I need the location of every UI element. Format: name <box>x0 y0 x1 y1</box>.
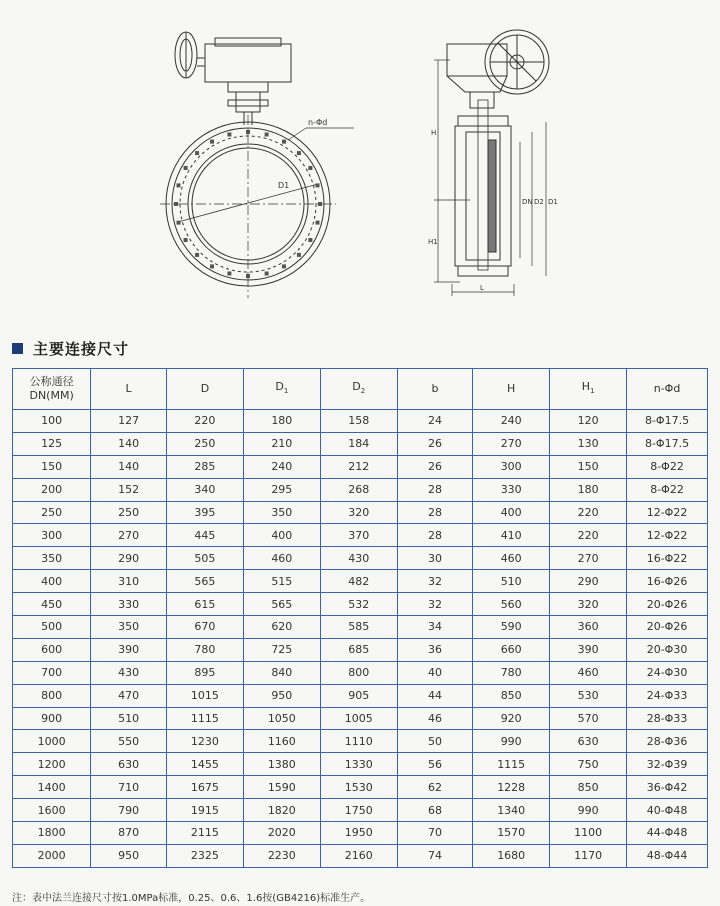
table-cell: 36-Φ42 <box>627 776 708 799</box>
table-cell: 44 <box>397 684 473 707</box>
table-cell: 1110 <box>320 730 397 753</box>
table-cell: 220 <box>550 501 627 524</box>
table-cell: 32 <box>397 593 473 616</box>
table-row <box>13 410 708 433</box>
table-cell: 1600 <box>13 799 91 822</box>
table-cell: 482 <box>320 570 397 593</box>
table-cell: 505 <box>166 547 243 570</box>
table-cell: 585 <box>320 616 397 639</box>
table-cell: 40-Φ48 <box>627 799 708 822</box>
table-cell: 150 <box>550 455 627 478</box>
table-cell: 340 <box>166 478 243 501</box>
bolt-hole <box>195 253 199 257</box>
table-cell: 12-Φ22 <box>627 501 708 524</box>
table-cell: 2325 <box>166 844 243 867</box>
table-cell: 240 <box>473 410 550 433</box>
table-row <box>13 844 708 867</box>
footnote: 注：表中法兰连接尺寸按1.0MPa标准，0.25、0.6、1.6按(GB4216)标准生产。 <box>12 893 371 904</box>
table-cell: 240 <box>243 455 320 478</box>
table-cell: 410 <box>473 524 550 547</box>
bolt-hole <box>184 166 188 170</box>
table-cell: 390 <box>91 638 167 661</box>
table-row <box>13 547 708 570</box>
valve-technical-drawing <box>0 0 720 320</box>
header-h1-text: H <box>581 379 590 393</box>
table-cell: 330 <box>91 593 167 616</box>
header-dn-main: 公称通径 <box>29 375 74 388</box>
table-cell: 1015 <box>166 684 243 707</box>
table-cell: 1400 <box>13 776 91 799</box>
table-cell: 470 <box>91 684 167 707</box>
table-cell: 28 <box>397 501 473 524</box>
table-cell: 1820 <box>243 799 320 822</box>
header-d1-sub: 1 <box>283 387 289 396</box>
table-cell: 8-Φ22 <box>627 455 708 478</box>
table-cell: 100 <box>13 410 91 433</box>
header-d-text: D <box>200 382 210 395</box>
header-d <box>166 369 243 410</box>
table-cell: 120 <box>550 410 627 433</box>
header-nd-text: n-Φd <box>653 382 681 395</box>
table-cell: 140 <box>91 432 167 455</box>
table-cell: 700 <box>13 661 91 684</box>
table-row <box>13 730 708 753</box>
table-cell: 460 <box>243 547 320 570</box>
table-cell: 250 <box>91 501 167 524</box>
table-cell: 500 <box>13 616 91 639</box>
bolt-hole <box>265 272 269 276</box>
table-cell: 285 <box>166 455 243 478</box>
bolt-hole <box>316 221 320 225</box>
dn-label: DN <box>522 198 533 206</box>
table-cell: 290 <box>91 547 167 570</box>
bolt-hole <box>227 133 231 137</box>
header-dn-sub: DN(MM) <box>29 389 74 402</box>
table-cell: 1200 <box>13 753 91 776</box>
table-cell: 710 <box>91 776 167 799</box>
table-cell: 28-Φ36 <box>627 730 708 753</box>
table-cell: 1005 <box>320 707 397 730</box>
table-cell: 2230 <box>243 844 320 867</box>
bolt-hole <box>184 238 188 242</box>
table-cell: 74 <box>397 844 473 867</box>
table-cell: 1915 <box>166 799 243 822</box>
table-cell: 2000 <box>13 844 91 867</box>
table-cell: 450 <box>13 593 91 616</box>
table-cell: 36 <box>397 638 473 661</box>
table-cell: 1680 <box>473 844 550 867</box>
table-cell: 16-Φ26 <box>627 570 708 593</box>
table-cell: 895 <box>166 661 243 684</box>
table-cell: 320 <box>320 501 397 524</box>
table-cell: 990 <box>473 730 550 753</box>
table-cell: 510 <box>473 570 550 593</box>
header-h1-sub: 1 <box>589 387 595 396</box>
table-cell: 1230 <box>166 730 243 753</box>
table-cell: 840 <box>243 661 320 684</box>
bolt-hole <box>297 151 301 155</box>
table-cell: 400 <box>13 570 91 593</box>
table-cell: 685 <box>320 638 397 661</box>
table-cell: 950 <box>243 684 320 707</box>
table-cell: 630 <box>91 753 167 776</box>
table-cell: 1455 <box>166 753 243 776</box>
table-row <box>13 707 708 730</box>
table-cell: 1530 <box>320 776 397 799</box>
bolt-hole <box>227 272 231 276</box>
h-label: H <box>431 129 437 137</box>
table-row <box>13 593 708 616</box>
table-cell: 2115 <box>166 822 243 845</box>
header-l-text: L <box>125 382 132 395</box>
table-cell: 212 <box>320 455 397 478</box>
table-cell: 870 <box>91 822 167 845</box>
header-h <box>473 369 550 410</box>
table-cell: 180 <box>243 410 320 433</box>
table-cell: 28 <box>397 524 473 547</box>
h1-label: H1 <box>428 238 438 246</box>
table-cell: 1380 <box>243 753 320 776</box>
table-cell: 370 <box>320 524 397 547</box>
table-cell: 220 <box>166 410 243 433</box>
table-cell: 20-Φ26 <box>627 616 708 639</box>
bolt-hole <box>174 202 178 206</box>
table-cell: 270 <box>473 432 550 455</box>
table-cell: 620 <box>243 616 320 639</box>
table-cell: 210 <box>243 432 320 455</box>
table-cell: 850 <box>550 776 627 799</box>
section-marker-icon <box>12 343 23 354</box>
table-cell: 270 <box>91 524 167 547</box>
section-title: 主要连接尺寸 <box>33 339 130 358</box>
table-cell: 350 <box>243 501 320 524</box>
table-cell: 56 <box>397 753 473 776</box>
table-cell: 26 <box>397 432 473 455</box>
header-b-text: b <box>431 382 439 395</box>
table-cell: 127 <box>91 410 167 433</box>
table-cell: 510 <box>91 707 167 730</box>
table-cell: 395 <box>166 501 243 524</box>
bolt-hole <box>246 130 250 134</box>
table-cell: 1050 <box>243 707 320 730</box>
table-cell: 570 <box>550 707 627 730</box>
table-cell: 180 <box>550 478 627 501</box>
table-cell: 270 <box>550 547 627 570</box>
table-cell: 268 <box>320 478 397 501</box>
bolt-hole <box>282 264 286 268</box>
table-cell: 430 <box>91 661 167 684</box>
table-cell: 990 <box>550 799 627 822</box>
table-cell: 250 <box>166 432 243 455</box>
table-row <box>13 684 708 707</box>
header-d1 <box>243 369 320 410</box>
table-cell: 24-Φ30 <box>627 661 708 684</box>
gearbox-front <box>197 38 291 92</box>
table-cell: 320 <box>550 593 627 616</box>
table-header-row <box>13 369 708 410</box>
table-cell: 2020 <box>243 822 320 845</box>
table-cell: 1330 <box>320 753 397 776</box>
table-cell: 46 <box>397 707 473 730</box>
table-cell: 800 <box>320 661 397 684</box>
table-cell: 600 <box>13 638 91 661</box>
handwheel-side <box>485 30 549 94</box>
table-cell: 20-Φ30 <box>627 638 708 661</box>
table-cell: 70 <box>397 822 473 845</box>
table-cell: 630 <box>550 730 627 753</box>
table-row <box>13 799 708 822</box>
table-cell: 8-Φ17.5 <box>627 410 708 433</box>
table-row <box>13 776 708 799</box>
table-cell: 460 <box>550 661 627 684</box>
table-cell: 750 <box>550 753 627 776</box>
table-cell: 360 <box>550 616 627 639</box>
bolt-hole <box>308 166 312 170</box>
dimensions-table <box>12 368 708 868</box>
table-cell: 400 <box>473 501 550 524</box>
table-cell: 1675 <box>166 776 243 799</box>
table-cell: 40 <box>397 661 473 684</box>
table-cell: 460 <box>473 547 550 570</box>
table-cell: 24-Φ33 <box>627 684 708 707</box>
section-heading <box>12 338 129 358</box>
table-row <box>13 822 708 845</box>
table-row <box>13 570 708 593</box>
table-cell: 900 <box>13 707 91 730</box>
table-cell: 20-Φ26 <box>627 593 708 616</box>
d2-label: D2 <box>534 198 544 206</box>
table-row <box>13 478 708 501</box>
table-cell: 1100 <box>550 822 627 845</box>
table-cell: 390 <box>550 638 627 661</box>
d1-label: D1 <box>278 181 290 190</box>
table-cell: 16-Φ22 <box>627 547 708 570</box>
table-cell: 1115 <box>166 707 243 730</box>
table-row <box>13 455 708 478</box>
table-cell: 660 <box>473 638 550 661</box>
table-cell: 26 <box>397 455 473 478</box>
bolt-hole <box>210 140 214 144</box>
table-cell: 590 <box>473 616 550 639</box>
table-cell: 200 <box>13 478 91 501</box>
table-cell: 68 <box>397 799 473 822</box>
table-cell: 50 <box>397 730 473 753</box>
table-cell: 32-Φ39 <box>627 753 708 776</box>
table-cell: 430 <box>320 547 397 570</box>
table-cell: 300 <box>473 455 550 478</box>
table-row <box>13 501 708 524</box>
table-cell: 445 <box>166 524 243 547</box>
table-cell: 1950 <box>320 822 397 845</box>
valve-body-side <box>455 92 511 276</box>
table-cell: 1115 <box>473 753 550 776</box>
table-cell: 560 <box>473 593 550 616</box>
table-cell: 34 <box>397 616 473 639</box>
l-label: L <box>480 284 484 292</box>
table-row <box>13 432 708 455</box>
bolt-hole <box>318 202 322 206</box>
table-cell: 48-Φ44 <box>627 844 708 867</box>
table-cell: 1228 <box>473 776 550 799</box>
table-cell: 1160 <box>243 730 320 753</box>
table-row <box>13 638 708 661</box>
table-cell: 220 <box>550 524 627 547</box>
bolt-hole <box>282 140 286 144</box>
table-cell: 790 <box>91 799 167 822</box>
table-cell: 850 <box>473 684 550 707</box>
table-cell: 24 <box>397 410 473 433</box>
table-cell: 400 <box>243 524 320 547</box>
header-nd <box>627 369 708 410</box>
table-cell: 1340 <box>473 799 550 822</box>
table-cell: 1570 <box>473 822 550 845</box>
table-cell: 515 <box>243 570 320 593</box>
table-cell: 905 <box>320 684 397 707</box>
table-cell: 1750 <box>320 799 397 822</box>
table-cell: 300 <box>13 524 91 547</box>
header-dn <box>13 369 91 410</box>
table-cell: 130 <box>550 432 627 455</box>
table-cell: 780 <box>166 638 243 661</box>
bolt-hole <box>316 183 320 187</box>
table-cell: 350 <box>13 547 91 570</box>
bolt-hole <box>308 238 312 242</box>
nd-label: n-Φd <box>308 118 328 127</box>
header-d2 <box>320 369 397 410</box>
table-cell: 2160 <box>320 844 397 867</box>
table-cell: 8-Φ22 <box>627 478 708 501</box>
table-row <box>13 661 708 684</box>
table-cell: 670 <box>166 616 243 639</box>
header-l <box>91 369 167 410</box>
table-cell: 62 <box>397 776 473 799</box>
bolt-hole <box>297 253 301 257</box>
table-cell: 532 <box>320 593 397 616</box>
table-cell: 565 <box>243 593 320 616</box>
header-d2-sub: 2 <box>360 387 366 396</box>
table-cell: 1590 <box>243 776 320 799</box>
table-row <box>13 524 708 547</box>
table-cell: 615 <box>166 593 243 616</box>
d1-side-label: D1 <box>548 198 558 206</box>
table-cell: 565 <box>166 570 243 593</box>
table-cell: 950 <box>91 844 167 867</box>
table-cell: 32 <box>397 570 473 593</box>
table-cell: 550 <box>91 730 167 753</box>
table-cell: 44-Φ48 <box>627 822 708 845</box>
table-cell: 28-Φ33 <box>627 707 708 730</box>
header-b <box>397 369 473 410</box>
table-cell: 1170 <box>550 844 627 867</box>
table-body <box>13 410 708 868</box>
bolt-hole <box>246 274 250 278</box>
bolt-hole <box>210 264 214 268</box>
handwheel-front <box>175 32 197 78</box>
table-cell: 250 <box>13 501 91 524</box>
table-cell: 350 <box>91 616 167 639</box>
table-cell: 800 <box>13 684 91 707</box>
table-cell: 310 <box>91 570 167 593</box>
header-d1-text: D <box>275 379 284 393</box>
table-cell: 140 <box>91 455 167 478</box>
table-cell: 1800 <box>13 822 91 845</box>
bolt-hole <box>177 221 181 225</box>
table-cell: 30 <box>397 547 473 570</box>
table-cell: 125 <box>13 432 91 455</box>
table-cell: 295 <box>243 478 320 501</box>
table-cell: 184 <box>320 432 397 455</box>
table-cell: 725 <box>243 638 320 661</box>
table-cell: 1000 <box>13 730 91 753</box>
table-cell: 530 <box>550 684 627 707</box>
table-cell: 330 <box>473 478 550 501</box>
table-cell: 920 <box>473 707 550 730</box>
bolt-hole <box>265 133 269 137</box>
table-row <box>13 616 708 639</box>
table-cell: 150 <box>13 455 91 478</box>
table-row <box>13 753 708 776</box>
header-h-text: H <box>507 382 516 395</box>
bolt-hole <box>177 183 181 187</box>
table-cell: 28 <box>397 478 473 501</box>
table-cell: 290 <box>550 570 627 593</box>
table-cell: 158 <box>320 410 397 433</box>
header-d2-text: D <box>352 379 361 393</box>
table-cell: 152 <box>91 478 167 501</box>
table-cell: 12-Φ22 <box>627 524 708 547</box>
header-h1 <box>550 369 627 410</box>
bolt-hole <box>195 151 199 155</box>
table-cell: 8-Φ17.5 <box>627 432 708 455</box>
gearbox-side <box>447 44 507 92</box>
table-cell: 780 <box>473 661 550 684</box>
